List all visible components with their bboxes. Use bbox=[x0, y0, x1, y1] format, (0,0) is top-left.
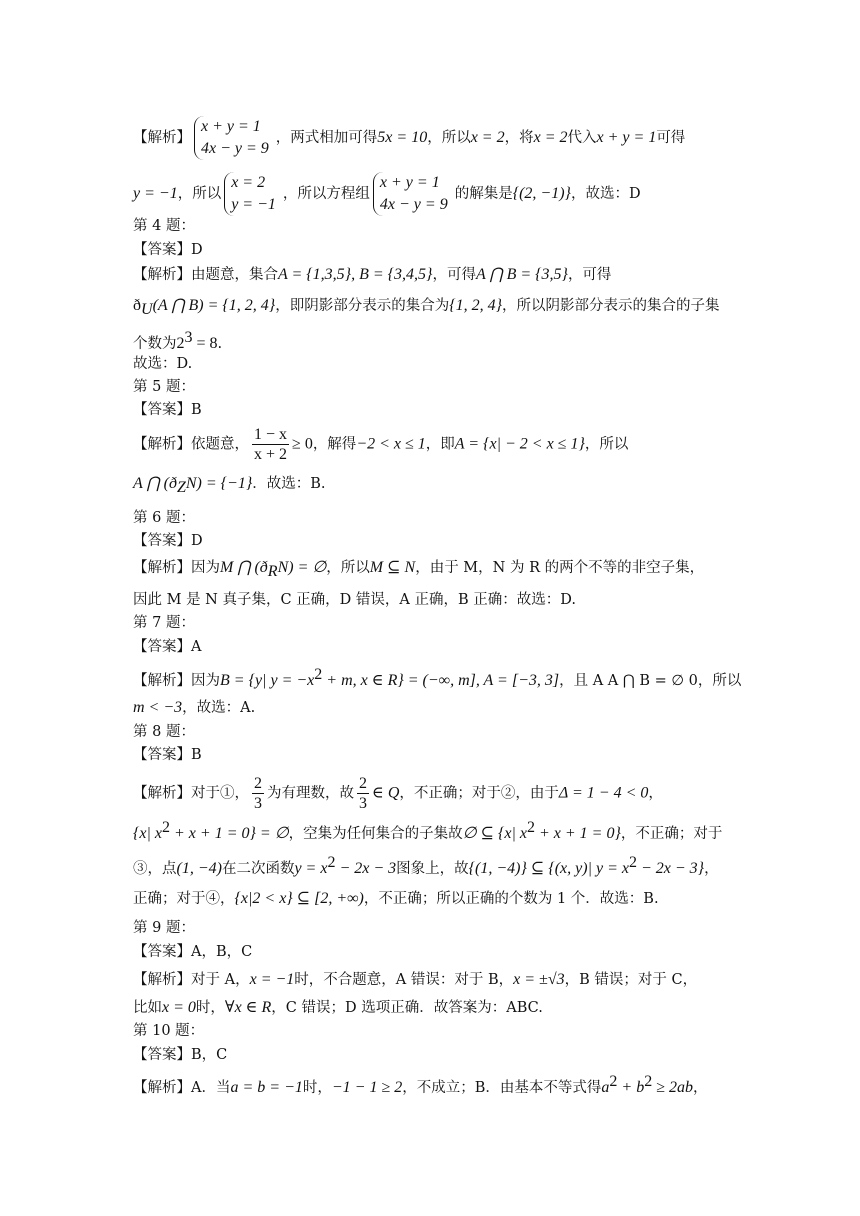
math: x = 0 bbox=[162, 999, 196, 1016]
math: (1, −4) bbox=[176, 859, 222, 877]
math: = 8 bbox=[192, 334, 218, 352]
equation: x + y = 1 bbox=[379, 174, 440, 191]
math: −1 − 1 ≥ 2 bbox=[331, 1078, 403, 1096]
math: y = −1 bbox=[133, 185, 178, 202]
math: x + y = 1 bbox=[596, 129, 657, 146]
text: 图象上，故 bbox=[396, 860, 469, 877]
equation: 4x − y = 9 bbox=[201, 140, 269, 157]
text: ，可得 bbox=[567, 267, 612, 283]
equation: 4x − y = 9 bbox=[379, 196, 448, 213]
text: 【解析】因为 bbox=[133, 560, 220, 576]
math: A = {x| − 2 < x ≤ 1} bbox=[454, 435, 585, 453]
text: 代入 bbox=[567, 130, 597, 146]
math: U bbox=[141, 300, 153, 318]
solution-7-line-1 bbox=[133, 665, 742, 691]
solution-10-line-1 bbox=[133, 1072, 733, 1098]
text: ，C 错误；D 选项正确．故答案为：ABC. bbox=[271, 1000, 543, 1016]
solution-7-line-2 bbox=[133, 698, 733, 718]
text: ，故选：D bbox=[570, 186, 641, 202]
math: − 2x − 3 bbox=[335, 859, 397, 877]
text: ，不成立；B．由基本不等式得 bbox=[402, 1079, 602, 1096]
text: ，即阴影部分表示的集合为 bbox=[275, 298, 450, 314]
math: 2 bbox=[327, 854, 336, 871]
question-7-heading: 第 7 题： bbox=[133, 615, 195, 631]
math: A ⋂ B = {3,5} bbox=[475, 266, 568, 283]
text: 比如 bbox=[133, 1000, 162, 1016]
text: ，即 bbox=[425, 436, 455, 453]
math: ≥ 0 bbox=[292, 435, 313, 453]
text: ，解得 bbox=[312, 436, 357, 453]
text: 为有理数，故 bbox=[267, 785, 354, 802]
solution-3-line-2 bbox=[133, 172, 733, 216]
math: N) = ∅ bbox=[277, 559, 327, 576]
answer-8: 【答案】B bbox=[133, 747, 202, 763]
math: + m, x ∈ R} = (−∞, m], A = [−3, 3] bbox=[322, 671, 560, 689]
math: 3 bbox=[184, 329, 193, 346]
question-5-heading: 第 5 题： bbox=[133, 379, 195, 395]
question-4-heading: 第 4 题： bbox=[133, 218, 195, 234]
math: 2 bbox=[314, 666, 323, 683]
solution-4-line-2 bbox=[133, 296, 733, 320]
math: − 2x − 3} bbox=[636, 859, 705, 877]
text: 可得 bbox=[656, 130, 686, 146]
text: ，空集为任何集合的子集故 bbox=[288, 825, 463, 842]
math: A = {1,3,5}, B = {3,4,5} bbox=[278, 266, 433, 283]
text: ，且 A A ⋂ B = ∅ 0，所以 bbox=[559, 672, 742, 689]
math: {(2, −1)} bbox=[512, 185, 571, 202]
text: ，不正确；对于②，由于 bbox=[399, 785, 559, 802]
math: A ⋂ (ð bbox=[133, 475, 177, 492]
math: Z bbox=[176, 478, 186, 496]
numerator: 1 − x bbox=[254, 426, 288, 443]
text: ，故选：A. bbox=[182, 700, 256, 716]
math: (A ⋂ B) = {1, 2, 4} bbox=[152, 297, 276, 314]
solution-3-line-1 bbox=[133, 116, 733, 160]
text: ，所以 bbox=[177, 186, 222, 202]
numerator: 2 bbox=[254, 775, 262, 792]
solution-label: 【解析】 bbox=[133, 130, 191, 146]
solution-4-line-1 bbox=[133, 265, 733, 285]
denominator: 3 bbox=[359, 795, 367, 812]
text: ，不正确；所以正确的个数为 1 个．故选：B. bbox=[363, 891, 659, 907]
math: 2 bbox=[644, 1073, 653, 1090]
equation-system bbox=[373, 172, 452, 216]
math: 2 bbox=[609, 1073, 618, 1090]
solution-4-line-3 bbox=[133, 328, 733, 354]
math: a bbox=[601, 1078, 610, 1096]
math: 2 bbox=[628, 854, 637, 871]
solution-8-line-4 bbox=[133, 889, 733, 909]
math: x = 2 bbox=[533, 129, 568, 146]
question-6-heading: 第 6 题： bbox=[133, 510, 195, 526]
text: . bbox=[217, 335, 223, 352]
math: ∈ Q bbox=[372, 784, 400, 802]
math: x = ±√3 bbox=[513, 971, 565, 988]
text: ③，点 bbox=[133, 860, 177, 877]
fraction bbox=[252, 425, 289, 464]
solution-6-line-1 bbox=[133, 558, 733, 582]
equation: x = 2 bbox=[231, 174, 266, 191]
math: + b bbox=[617, 1078, 645, 1096]
math: ð bbox=[133, 297, 141, 314]
math: R bbox=[267, 562, 278, 580]
math: {1, 2, 4} bbox=[449, 297, 502, 314]
text: ， bbox=[704, 860, 719, 877]
solution-4-line-4: 故选：D. bbox=[133, 356, 193, 372]
math: Δ = 1 − 4 < 0 bbox=[558, 784, 649, 802]
text: ，由于 M，N 为 R 的两个不等的非空子集， bbox=[415, 560, 705, 576]
math: −2 < x ≤ 1 bbox=[356, 435, 426, 453]
text: ，所以 bbox=[584, 436, 629, 453]
solution-8-line-3 bbox=[133, 853, 733, 879]
solution-8-line-2 bbox=[133, 818, 733, 844]
equation-system bbox=[224, 172, 280, 216]
solution-6-line-2: 因此 M 是 N 真子集，C 正确，D 错误，A 正确，B 正确：故选：D. bbox=[133, 592, 576, 608]
solution-9-line-2 bbox=[133, 998, 733, 1018]
fraction bbox=[252, 774, 264, 813]
solution-9-line-1 bbox=[133, 970, 733, 990]
text: 正确；对于④， bbox=[133, 891, 235, 907]
text: 【解析】依题意， bbox=[133, 436, 249, 453]
answer-6: 【答案】D bbox=[133, 533, 203, 549]
math: + x + 1 = 0} = ∅ bbox=[170, 824, 289, 842]
question-9-heading: 第 9 题： bbox=[133, 920, 195, 936]
math: m < −3 bbox=[133, 699, 183, 716]
math: + x + 1 = 0} bbox=[534, 824, 621, 842]
math: {x| x bbox=[133, 824, 162, 842]
text: 【解析】A．当 bbox=[133, 1079, 231, 1096]
text: ，B 错误；对于 C， bbox=[564, 972, 698, 988]
equation-system bbox=[194, 116, 273, 160]
answer-9: 【答案】A，B，C bbox=[133, 944, 253, 960]
text: 【解析】对于①， bbox=[133, 785, 249, 802]
text: ，两式相加可得 bbox=[275, 130, 378, 146]
equation: y = −1 bbox=[231, 196, 276, 213]
denominator: x + 2 bbox=[254, 446, 288, 463]
text: 的解集是 bbox=[454, 186, 513, 202]
text: ，所以 bbox=[326, 560, 370, 576]
text: ．故选：B. bbox=[252, 476, 326, 492]
math: 2 bbox=[162, 819, 170, 836]
text: 时， bbox=[302, 1079, 332, 1096]
math: y = x bbox=[294, 859, 328, 877]
text: 在二次函数 bbox=[221, 860, 295, 877]
math: 5x = 10 bbox=[377, 129, 428, 146]
text: 时， bbox=[195, 1000, 225, 1016]
math: ∅ ⊆ {x| x bbox=[462, 824, 527, 842]
math: 2 bbox=[526, 819, 535, 836]
math: {(1, −4)} ⊆ {(x, y)| y = x bbox=[468, 859, 629, 877]
text: ，所以方程组 bbox=[282, 186, 370, 202]
text: ，所以阴影部分表示的集合的子集 bbox=[502, 298, 720, 314]
math: x = −1 bbox=[249, 971, 295, 988]
answer-10: 【答案】B，C bbox=[133, 1047, 228, 1063]
question-10-heading: 第 10 题： bbox=[133, 1023, 205, 1039]
math: ≥ 2ab bbox=[652, 1078, 693, 1096]
math: M ⋂ (ð bbox=[220, 559, 268, 576]
math: x = 2 bbox=[470, 129, 505, 146]
text: ，将 bbox=[504, 130, 534, 146]
math: a = b = −1 bbox=[230, 1078, 303, 1096]
numerator: 2 bbox=[359, 775, 367, 792]
math: {x|2 < x} ⊆ [2, +∞) bbox=[234, 890, 364, 907]
text: ， bbox=[692, 1079, 708, 1096]
question-8-heading: 第 8 题： bbox=[133, 724, 195, 740]
text: 【解析】因为 bbox=[133, 672, 220, 689]
text: ，不正确；对于 bbox=[620, 825, 723, 842]
math: B = {y| y = −x bbox=[220, 671, 315, 689]
math: ∀x ∈ R bbox=[224, 999, 272, 1016]
math: 2 bbox=[176, 334, 185, 352]
text: 【解析】对于 A， bbox=[133, 972, 250, 988]
equation: x + y = 1 bbox=[201, 118, 261, 135]
fraction bbox=[357, 774, 369, 813]
answer-7: 【答案】A bbox=[133, 639, 202, 655]
text: 时，不合题意，A 错误：对于 B， bbox=[294, 972, 514, 988]
denominator: 3 bbox=[254, 795, 262, 812]
math: N) = {−1} bbox=[185, 475, 253, 492]
answer-5: 【答案】B bbox=[133, 402, 202, 418]
solution-8-line-1 bbox=[133, 774, 733, 813]
text: 【解析】由题意，集合 bbox=[133, 267, 278, 283]
answer-4: 【答案】D bbox=[133, 242, 203, 258]
text: 个数为 bbox=[133, 335, 177, 352]
solution-5-line-1 bbox=[133, 425, 733, 464]
math: M ⊆ N bbox=[369, 559, 416, 576]
text: ，所以 bbox=[427, 130, 471, 146]
text: ，可得 bbox=[432, 267, 476, 283]
solution-5-line-2 bbox=[133, 474, 733, 498]
text: ， bbox=[648, 785, 663, 802]
